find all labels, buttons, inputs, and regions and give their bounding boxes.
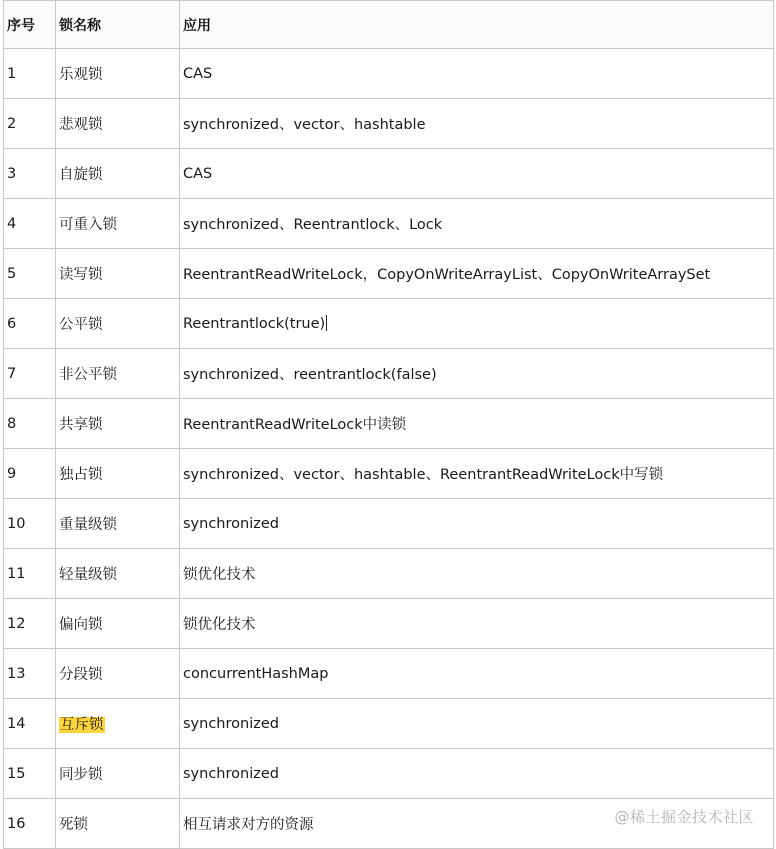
row-lock-name: 重量级锁 <box>56 499 180 549</box>
row-number: 8 <box>4 399 56 449</box>
row-lock-name: 同步锁 <box>56 749 180 799</box>
row-lock-name: 轻量级锁 <box>56 549 180 599</box>
table-row <box>4 99 774 149</box>
row-lock-name: 读写锁 <box>56 249 180 299</box>
row-lock-name: 悲观锁 <box>56 99 180 149</box>
table-row <box>4 399 774 449</box>
row-lock-name: 自旋锁 <box>56 149 180 199</box>
row-number: 2 <box>4 99 56 149</box>
highlighted-text: 互斥锁 <box>60 717 104 733</box>
row-application: synchronized、vector、hashtable、ReentrantReadWriteLock中写锁 <box>180 449 774 499</box>
row-application-text: Reentrantlock(true) <box>183 316 326 332</box>
lock-types-table <box>3 0 774 849</box>
row-number: 14 <box>4 699 56 749</box>
row-number: 5 <box>4 249 56 299</box>
table-row <box>4 549 774 599</box>
row-lock-name: 乐观锁 <box>56 49 180 99</box>
row-lock-name: 可重入锁 <box>56 199 180 249</box>
row-number: 11 <box>4 549 56 599</box>
row-application: synchronized <box>180 499 774 549</box>
table-row <box>4 499 774 549</box>
table-row <box>4 749 774 799</box>
row-number: 12 <box>4 599 56 649</box>
row-number: 10 <box>4 499 56 549</box>
row-number: 4 <box>4 199 56 249</box>
row-application: ReentrantReadWriteLock，CopyOnWriteArrayList、CopyOnWriteArraySet <box>180 249 774 299</box>
row-number: 13 <box>4 649 56 699</box>
table-row <box>4 49 774 99</box>
table-row <box>4 349 774 399</box>
row-application: CAS <box>180 49 774 99</box>
watermark: @稀土掘金技术社区 <box>614 808 754 826</box>
table-row <box>4 149 774 199</box>
table-row <box>4 299 774 349</box>
table-row <box>4 449 774 499</box>
row-application: 锁优化技术 <box>180 549 774 599</box>
row-application: 相互请求对方的资源 <box>180 799 774 849</box>
row-number: 9 <box>4 449 56 499</box>
header-application: 应用 <box>180 1 774 49</box>
row-number: 15 <box>4 749 56 799</box>
row-lock-name: 分段锁 <box>56 649 180 699</box>
row-application: 锁优化技术 <box>180 599 774 649</box>
table-row <box>4 699 774 749</box>
row-lock-name: 非公平锁 <box>56 349 180 399</box>
table-row <box>4 649 774 699</box>
row-application: ReentrantReadWriteLock中读锁 <box>180 399 774 449</box>
row-application: synchronized <box>180 699 774 749</box>
row-application-editing[interactable] <box>180 299 774 349</box>
row-lock-name: 死锁 <box>56 799 180 849</box>
header-number: 序号 <box>4 1 56 49</box>
table-row <box>4 599 774 649</box>
row-lock-name-highlighted <box>56 699 180 749</box>
lock-types-table-container <box>3 0 773 849</box>
row-number: 3 <box>4 149 56 199</box>
row-number: 1 <box>4 49 56 99</box>
row-application: synchronized、Reentrantlock、Lock <box>180 199 774 249</box>
row-lock-name: 独占锁 <box>56 449 180 499</box>
row-number: 7 <box>4 349 56 399</box>
header-lock-name: 锁名称 <box>56 1 180 49</box>
row-number: 6 <box>4 299 56 349</box>
table-header-row <box>4 1 774 49</box>
row-number: 16 <box>4 799 56 849</box>
row-application: CAS <box>180 149 774 199</box>
row-lock-name: 公平锁 <box>56 299 180 349</box>
row-application: synchronized、reentrantlock(false) <box>180 349 774 399</box>
table-row <box>4 199 774 249</box>
table-row <box>4 249 774 299</box>
text-cursor <box>326 315 327 331</box>
row-application: synchronized、vector、hashtable <box>180 99 774 149</box>
row-application: concurrentHashMap <box>180 649 774 699</box>
row-application: synchronized <box>180 749 774 799</box>
row-lock-name: 偏向锁 <box>56 599 180 649</box>
row-lock-name: 共享锁 <box>56 399 180 449</box>
